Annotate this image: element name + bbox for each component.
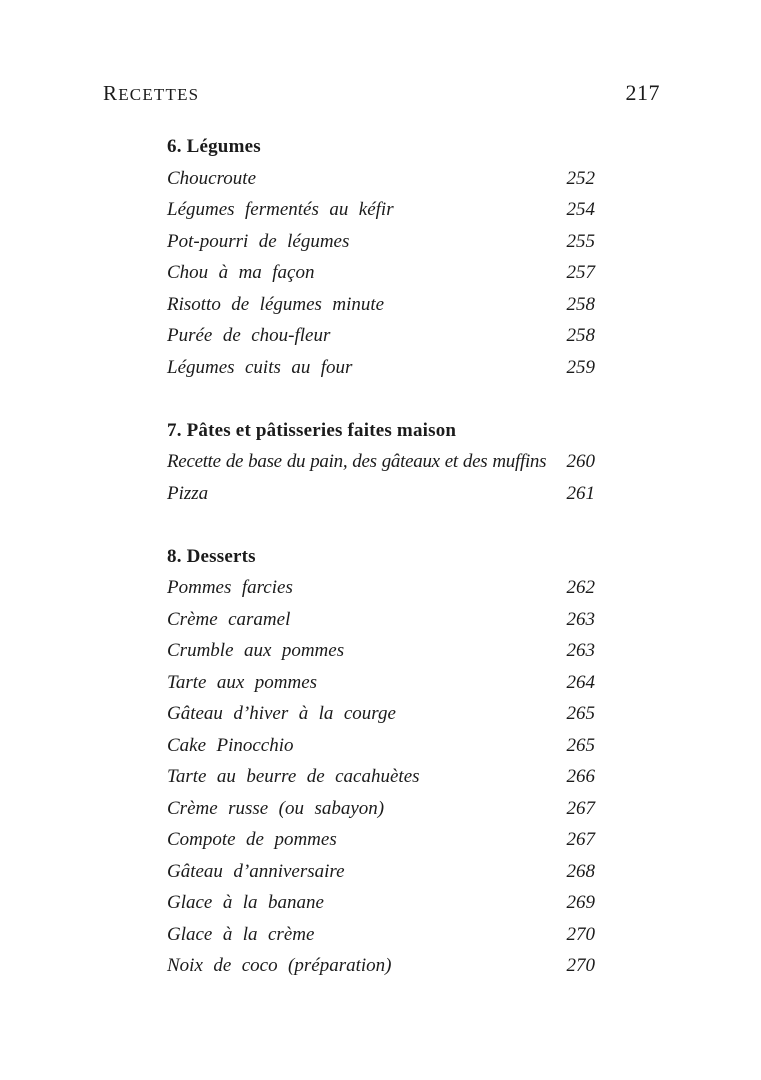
page-header <box>103 80 660 106</box>
entry-title: Noix de coco (préparation) <box>167 955 392 976</box>
entry-title: Légumes cuits au four <box>167 356 353 378</box>
toc-entry <box>167 226 595 258</box>
entry-title: Crème caramel <box>167 608 291 630</box>
entry-page-number: 262 <box>566 577 595 598</box>
entry-page-number: 270 <box>566 955 595 976</box>
toc-entry <box>167 257 595 289</box>
toc-entry <box>167 289 595 321</box>
toc-section <box>167 541 595 982</box>
entry-title: Recette de base du pain, des gâteaux et des muffins <box>167 451 547 472</box>
section-heading: 7. Pâtes et pâtisseries faites maison <box>167 419 457 441</box>
entry-page-number: 267 <box>566 797 595 819</box>
entry-page-number: 257 <box>566 262 595 283</box>
toc-entry <box>167 478 595 510</box>
toc-entry <box>167 730 595 762</box>
entry-page-number: 259 <box>566 356 595 378</box>
entry-page-number: 260 <box>566 451 595 472</box>
toc-entry <box>167 667 595 699</box>
toc-entry <box>167 887 595 919</box>
entry-page-number: 268 <box>566 860 595 882</box>
section-heading: 6. Légumes <box>167 136 261 157</box>
entry-title: Chou à ma façon <box>167 262 315 283</box>
entry-page-number: 263 <box>566 640 595 661</box>
section-heading: 8. Desserts <box>167 545 256 567</box>
toc-entry <box>167 352 595 384</box>
toc-entry <box>167 163 595 195</box>
entry-title: Tarte aux pommes <box>167 671 318 693</box>
entry-title: Crème russe (ou sabayon) <box>167 797 385 819</box>
toc-section <box>167 131 595 383</box>
entry-title: Gâteau d’anniversaire <box>167 860 345 882</box>
table-of-contents <box>167 131 595 982</box>
toc-entry <box>167 572 595 604</box>
toc-entry <box>167 793 595 825</box>
entry-title: Purée de chou-fleur <box>167 325 331 346</box>
toc-entry <box>167 194 595 226</box>
toc-entry <box>167 635 595 667</box>
entry-title: Compote de pommes <box>167 829 337 850</box>
entry-page-number: 264 <box>566 671 595 693</box>
entry-title: Choucroute <box>167 167 257 189</box>
running-header: RECETTES <box>103 81 200 105</box>
entry-page-number: 258 <box>566 293 595 315</box>
entry-title: Légumes fermentés au kéfir <box>167 199 394 220</box>
entry-page-number: 255 <box>566 230 595 252</box>
entry-page-number: 258 <box>566 325 595 346</box>
toc-entry <box>167 761 595 793</box>
toc-entry <box>167 824 595 856</box>
entry-page-number: 265 <box>566 734 595 756</box>
entry-page-number: 265 <box>566 703 595 724</box>
toc-entry <box>167 604 595 636</box>
page-number: 217 <box>625 80 660 105</box>
toc-section <box>167 415 595 510</box>
entry-page-number: 270 <box>566 923 595 945</box>
entry-page-number: 269 <box>566 892 595 913</box>
entry-title: Pot-pourri de légumes <box>167 230 350 252</box>
entry-page-number: 263 <box>566 608 595 630</box>
entry-title: Crumble aux pommes <box>167 640 345 661</box>
entry-page-number: 266 <box>566 766 595 787</box>
entry-page-number: 252 <box>566 167 595 189</box>
entry-page-number: 267 <box>566 829 595 850</box>
entry-title: Tarte au beurre de cacahuètes <box>167 766 420 787</box>
toc-entry <box>167 698 595 730</box>
entry-title: Glace à la crème <box>167 923 315 945</box>
entry-title: Cake Pinocchio <box>167 734 294 756</box>
entry-title: Gâteau d’hiver à la courge <box>167 703 396 724</box>
entry-title: Glace à la banane <box>167 892 324 913</box>
entry-title: Pommes farcies <box>167 577 293 598</box>
entry-page-number: 261 <box>566 482 595 504</box>
toc-entry <box>167 320 595 352</box>
toc-entry <box>167 919 595 951</box>
entry-title: Pizza <box>167 482 209 504</box>
entry-page-number: 254 <box>566 199 595 220</box>
toc-entry <box>167 950 595 982</box>
toc-entry <box>167 446 595 478</box>
entry-title: Risotto de légumes minute <box>167 293 385 315</box>
toc-entry <box>167 856 595 888</box>
